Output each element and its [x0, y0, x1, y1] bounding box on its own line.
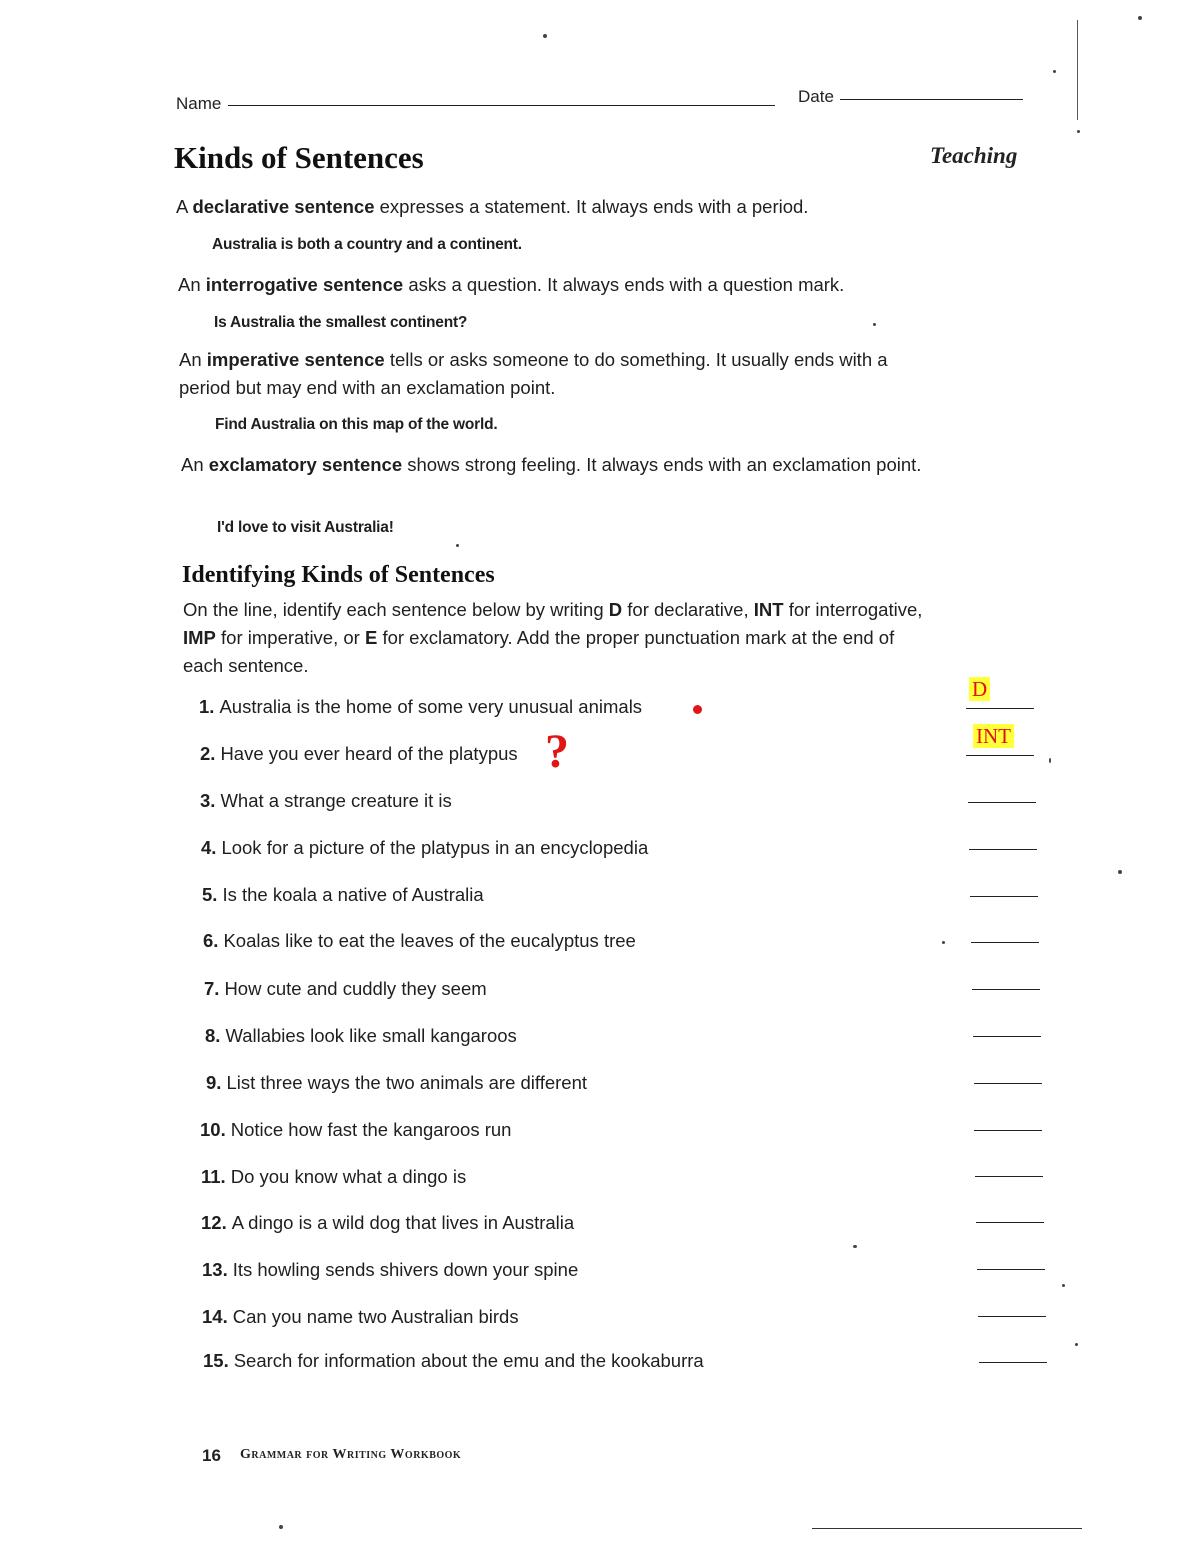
definition-interrogative: An interrogative sentence asks a question. It always ends with a question mark.: [178, 274, 845, 295]
answer-item-2[interactable]: INT: [973, 724, 1014, 748]
scan-speck: [1062, 1284, 1065, 1287]
date-label: Date: [798, 87, 834, 106]
scan-speck: [279, 1525, 283, 1529]
section-tag: Teaching: [930, 143, 1018, 168]
scan-speck: [1049, 758, 1051, 763]
definition-exclamatory: An exclamatory sentence shows strong feeling. It always ends with an exclamation point.: [181, 454, 922, 475]
sentence-item-8: 8. Wallabies look like small kangaroos: [205, 1025, 517, 1046]
sentence-item-15: 15. Search for information about the emu and the kookaburra: [203, 1350, 704, 1371]
answer-line-13[interactable]: [977, 1269, 1045, 1270]
sentence-item-9: 9. List three ways the two animals are different: [206, 1072, 588, 1093]
sentence-item-11: 11. Do you know what a dingo is: [201, 1166, 467, 1187]
scan-speck: [456, 544, 459, 547]
scan-edge-line: [1077, 20, 1078, 120]
answer-line-5[interactable]: [970, 896, 1038, 897]
answer-line-3[interactable]: [968, 802, 1036, 803]
answer-line-15[interactable]: [979, 1362, 1047, 1363]
scan-speck: [853, 1245, 857, 1248]
answer-line-12[interactable]: [976, 1222, 1044, 1223]
page-number: 16: [202, 1446, 221, 1465]
name-label: Name: [176, 94, 222, 113]
sentence-item-10: 10. Notice how fast the kangaroos run: [200, 1119, 512, 1140]
sentence-item-6: 6. Koalas like to eat the leaves of the eucalyptus tree: [203, 930, 636, 951]
example-interrogative: Is Australia the smallest continent?: [214, 314, 468, 331]
book-title: Grammar for Writing Workbook: [240, 1447, 462, 1462]
scan-speck: [873, 323, 876, 326]
answer-line-8[interactable]: [973, 1036, 1041, 1037]
exercise-instructions: On the line, identify each sentence below by writing D for declarative, INT for interrogative, IMP for imperative, or E for exclamatory. Add the proper punctuation mark at the end of each sentence.: [183, 599, 923, 676]
scan-speck: [1138, 16, 1142, 20]
example-imperative: Find Australia on this map of the world.: [215, 416, 498, 433]
definition-declarative: A declarative sentence expresses a statement. It always ends with a period.: [176, 196, 809, 217]
scan-speck: [543, 34, 547, 38]
example-exclamatory: I'd love to visit Australia!: [217, 519, 394, 536]
sentence-item-13: 13. Its howling sends shivers down your spine: [202, 1259, 579, 1280]
exercise-title: Identifying Kinds of Sentences: [182, 562, 495, 588]
answer-line-6[interactable]: [971, 942, 1039, 943]
name-line: [228, 105, 775, 106]
scan-speck: [1053, 70, 1056, 73]
sentence-item-12: 12. A dingo is a wild dog that lives in Australia: [201, 1212, 575, 1233]
answer-line-10[interactable]: [974, 1130, 1042, 1131]
period-mark-item-1: [693, 705, 702, 714]
page-title: Kinds of Sentences: [174, 140, 424, 175]
answer-line-2[interactable]: [966, 755, 1034, 756]
answer-line-1[interactable]: [966, 708, 1034, 709]
sentence-item-3: 3. What a strange creature it is: [200, 790, 452, 811]
scan-speck: [942, 941, 945, 944]
sentence-item-1: 1. Australia is the home of some very unusual animals: [199, 696, 643, 717]
sentence-item-2: 2. Have you ever heard of the platypus: [200, 743, 518, 764]
answer-line-9[interactable]: [974, 1083, 1042, 1084]
sentence-item-4: 4. Look for a picture of the platypus in an encyclopedia: [201, 837, 649, 858]
example-declarative: Australia is both a country and a continent.: [212, 236, 522, 253]
scan-speck: [1118, 870, 1122, 874]
scan-speck: [1075, 1343, 1078, 1346]
sentence-item-14: 14. Can you name two Australian birds: [202, 1306, 519, 1327]
bottom-edge-line: [812, 1528, 1082, 1529]
answer-line-4[interactable]: [969, 849, 1037, 850]
sentence-item-7: 7. How cute and cuddly they seem: [204, 978, 487, 999]
definition-imperative: An imperative sentence tells or asks someone to do something. It usually ends with a period but may end with an exclamation point.: [179, 349, 888, 398]
date-line: [840, 99, 1023, 100]
answer-item-1[interactable]: D: [969, 677, 990, 701]
answer-line-14[interactable]: [978, 1316, 1046, 1317]
answer-line-11[interactable]: [975, 1176, 1043, 1177]
answer-line-7[interactable]: [972, 989, 1040, 990]
sentence-item-5: 5. Is the koala a native of Australia: [202, 884, 484, 905]
scan-speck: [1077, 130, 1080, 133]
question-mark-item-2: ?: [545, 725, 569, 778]
